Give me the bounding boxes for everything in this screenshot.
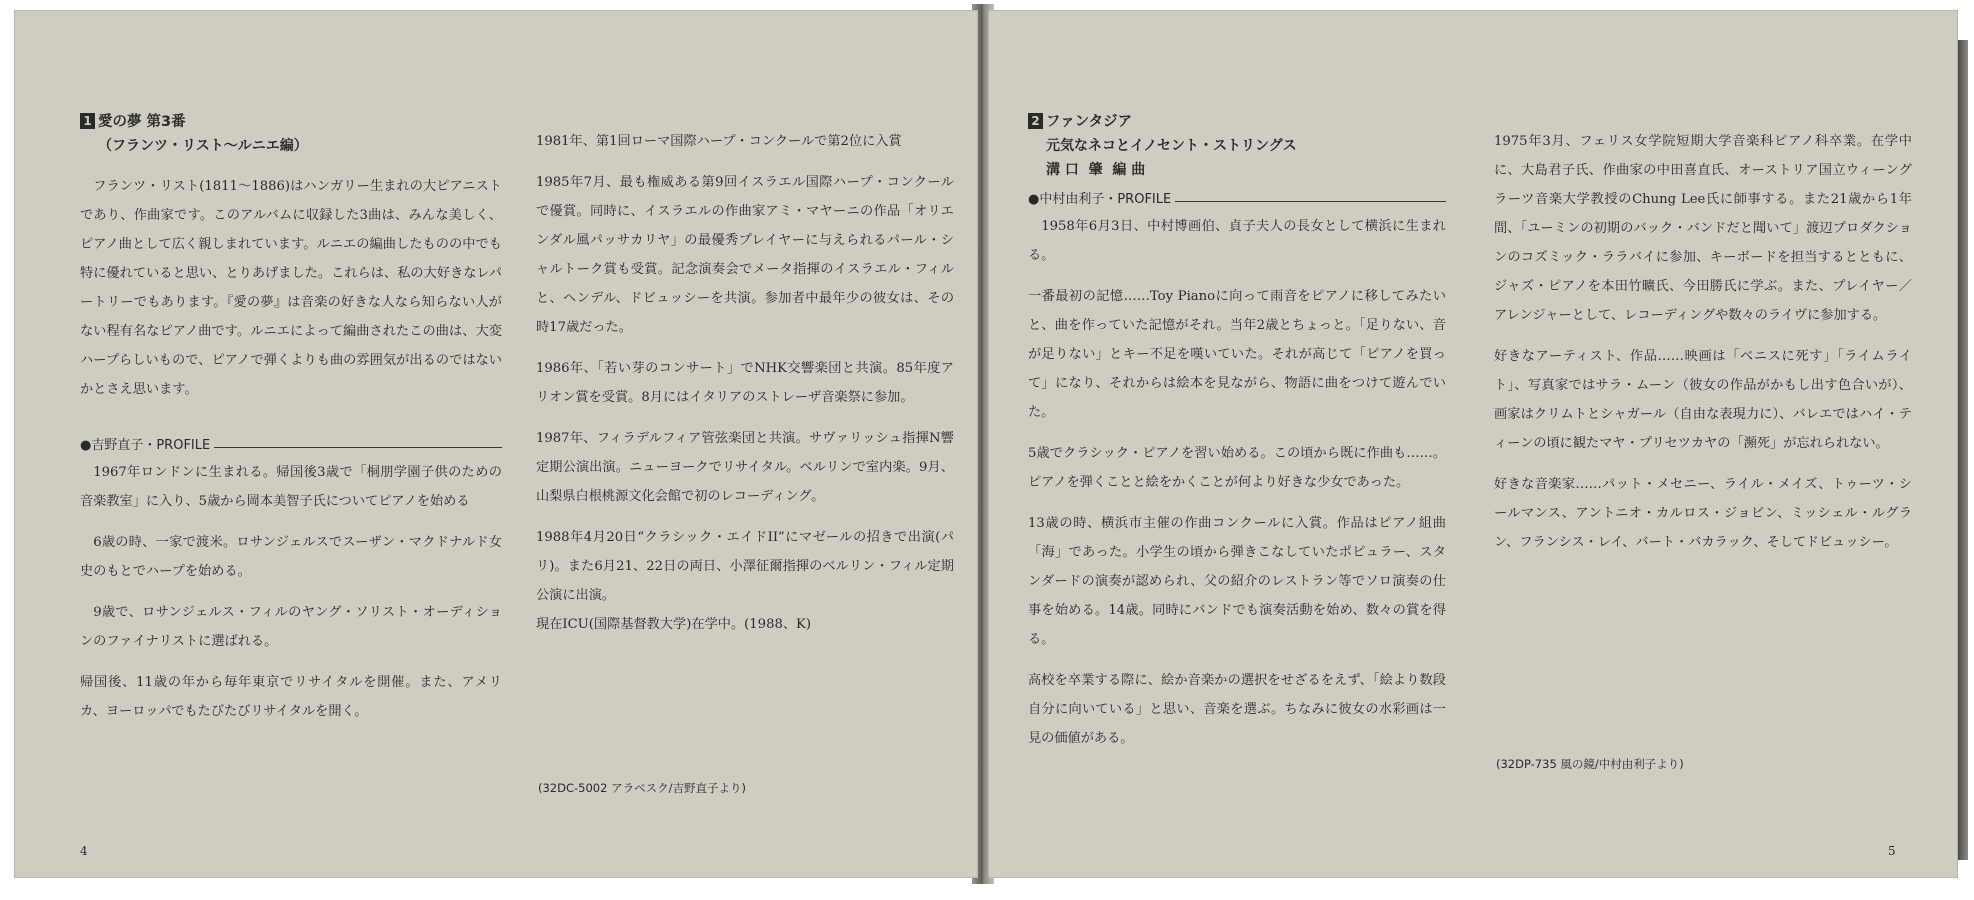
track-number-badge: 2	[1028, 113, 1043, 129]
cover-edge	[1958, 40, 1968, 860]
bio-paragraph: 1981年、第1回ローマ国際ハープ・コンクールで第2位に入賞	[536, 134, 902, 149]
arranger-line: 溝 口 肇 編 曲	[1046, 162, 1146, 178]
track-title: ファンタジア	[1046, 114, 1133, 130]
profile-header	[1028, 188, 1446, 212]
bio-paragraph: 1985年7月、最も権威ある第9回イスラエル国際ハープ・コンクールで優賞。同時に、イスラエルの作曲家アミ・マヤーニの作品「オリエンダル風パッサカリヤ」の最優秀プレイヤーに与えられるパール・シャルトーク賞も受賞。記念演奏会でメータ指揮のイスラエル・フィルと、ヘンデル、ドビュッシーを共演。参加者中最年少の彼女は、その時17歳だった。	[536, 175, 954, 335]
album-caption: (32DP-735 風の鏡/中村由利子より)	[1496, 757, 1684, 771]
page-number: 5	[1888, 844, 1896, 858]
bio-paragraph: 9歳で、ロサンジェルス・フィルのヤング・ソリスト・オーディションのファイナリストに選ばれる。	[80, 605, 502, 649]
bio-paragraph: 好きなアーティスト、作品……映画は「ベニスに死す」「ライムライト」、写真家ではサラ・ムーン（彼女の作品がかもし出す色合いが）、画家はクリムトとシャガール（自由な表現力に）、バレエではハイ・ティーンの頃に観たマヤ・プリセツカヤの「瀕死」が忘れられない。	[1494, 349, 1912, 451]
profile-rule	[214, 447, 502, 448]
track-number-badge: 1	[80, 113, 95, 129]
album-caption: (32DC-5002 アラベスク/吉野直子より)	[538, 781, 746, 795]
left-page	[14, 10, 978, 878]
bio-paragraph: 13歳の時、横浜市主催の作曲コンクールに入賞。作品はピアノ組曲「海」であった。小学生の頃から弾きこなしていたポピュラー、スタンダードの演奏が認められ、父の紹介のレストラン等でソロ演奏の仕事を始める。14歳。同時にバンドでも演奏活動を始め、数々の賞を得る。	[1028, 516, 1446, 647]
bio-paragraph: 1987年、フィラデルフィア管弦楽団と共演。サヴァリッシュ指揮N響定期公演出演。ニューヨークでリサイタル。ベルリンで室内楽。9月、山梨県白根桃源文化会館で初のレコーディング。	[536, 431, 954, 504]
bio-paragraph: 1958年6月3日、中村博画伯、貞子夫人の長女として横浜に生まれる。	[1028, 219, 1446, 263]
bio-paragraph: 高校を卒業する際に、絵か音楽かの選択をせざるをえず、「絵より数段自分に向いている」と思い、音楽を選ぶ。ちなみに彼女の水彩画は一見の価値がある。	[1028, 673, 1446, 746]
section-heading	[1028, 110, 1446, 182]
bio-paragraph: 1967年ロンドンに生まれる。帰国後3歳で「桐朋学園子供のための音楽教室」に入り、5歳から岡本美智子氏についてピアノを始める	[80, 465, 502, 509]
bio-paragraph: 好きな音楽家……パット・メセニー、ライル・メイズ、トゥーツ・シールマンス、アントニオ・カルロス・ジョビン、ミッシェル・ルグラン、フランシス・レイ、バート・バカラック、そしてドビュッシー。	[1494, 477, 1912, 550]
bio-paragraph: 一番最初の記憶……Toy Pianoに向って雨音をピアノに移してみたいと、曲を作っていた記憶がそれ。当年2歳とちょっと。「足りない、音が足りない」とキー不足を嘆いていた。それが高じて「ピアノを買って」になり、それからは絵本を見ながら、物語に曲をつけて遊んでいた。	[1028, 289, 1446, 420]
track-subtitle: 元気なネコとイノセント・ストリングス	[1046, 138, 1297, 154]
track-title: 愛の夢 第3番	[98, 114, 186, 130]
page-number: 4	[80, 844, 88, 858]
left-column-1	[80, 110, 502, 738]
bio-paragraph: 1986年、「若い芽のコンサート」でNHK交響楽団と共演。85年度アリオン賞を受賞。8月にはイタリアのストレーザ音楽祭に参加。	[536, 361, 954, 405]
right-column-2	[1494, 127, 1912, 569]
profile-header	[80, 434, 502, 458]
bio-paragraph: 6歳の時、一家で渡米。ロサンジェルスでスーザン・マクドナルド女史のもとでハープを始める。	[80, 535, 502, 579]
section-heading	[80, 110, 502, 158]
profile-rule	[1175, 201, 1446, 202]
profile-label: ●中村由利子・PROFILE	[1028, 192, 1172, 207]
track-subtitle: （フランツ・リスト〜ルニエ編）	[98, 138, 308, 154]
intro-paragraph: フランツ・リスト(1811〜1886)はハンガリー生まれの大ピアニストであり、作曲家です。このアルバムに収録した3曲は、みんな美しく、ピアノ曲として広く親しまれています。ルニエの編曲したものの中でも特に優れていると思い、とりあげました。これらは、私の大好きなレパートリーでもあります。『愛の夢』は音楽の好きな人なら知らない人がない程有名なピアノ曲です。ルニエによって編曲されたこの曲は、大変ハープらしいもので、ピアノで弾くよりも曲の雰囲気が出るのではないかとさえ思います。	[80, 179, 502, 397]
bio-paragraph: 帰国後、11歳の年から毎年東京でリサイタルを開催。また、アメリカ、ヨーロッパでもたびたびリサイタルを開く。	[80, 675, 502, 719]
right-column-1	[1028, 110, 1446, 765]
right-page	[988, 10, 1958, 878]
bio-paragraph: 1988年4月20日“クラシック・エイドII”にマゼールの招きで出演(パリ)。また6月21、22日の両日、小澤征爾指揮のベルリン・フィル定期公演に出演。 現在ICU(国際基督教大学)在学中。(1988、K)	[536, 530, 954, 632]
bio-paragraph: 5歳でクラシック・ピアノを習い始める。この頃から既に作曲も……。ピアノを弾くことと絵をかくことが何より好きな少女であった。	[1028, 446, 1446, 490]
profile-label: ●吉野直子・PROFILE	[80, 438, 211, 453]
left-column-2	[536, 127, 954, 651]
bio-paragraph: 1975年3月、フェリス女学院短期大学音楽科ピアノ科卒業。在学中に、大島君子氏、作曲家の中田喜直氏、オーストリア国立ウィーングラーツ音楽大学教授のChung Lee氏に師事する。また21歳から1年間、「ユーミンの初期のバック・バンドだと聞いて」渡辺プロダクションのコズミック・ララバイに参加、キーボードを担当するとともに、ジャズ・ピアノを本田竹曠氏、今田勝氏に学ぶ。また、プレイヤー／アレンジャーとして、レコーディングや数々のライヴに参加する。	[1494, 134, 1912, 323]
